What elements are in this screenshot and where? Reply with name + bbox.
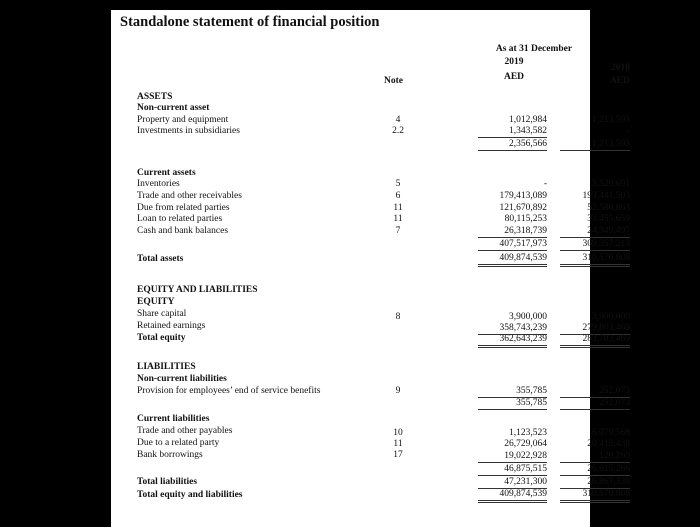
unit-2019-header: AED xyxy=(503,72,525,82)
total-2019: 362,643,239 xyxy=(478,334,547,348)
value-2018: - xyxy=(626,126,630,136)
as-at-header: As at 31 December xyxy=(495,44,573,54)
row-label: Loan to related parties xyxy=(137,214,223,224)
value-2019: - xyxy=(543,179,547,189)
value-2019: 358,743,239 xyxy=(478,323,547,335)
total-2019: 47,231,300 xyxy=(478,477,547,489)
equity-heading: EQUITY xyxy=(137,297,175,307)
subtotal-2019: 355,785 xyxy=(478,398,547,410)
liabilities-heading: LIABILITIES xyxy=(137,362,196,372)
total-equity-label: Total equity xyxy=(137,333,186,343)
subtotal-2019: 407,517,973 xyxy=(478,239,547,251)
subtotal-2019: 2,356,566 xyxy=(478,139,547,151)
row-note: 11 xyxy=(393,439,403,449)
value-2019: 1,012,984 xyxy=(509,115,547,125)
row-label: Inventories xyxy=(137,179,180,189)
row-note: 8 xyxy=(395,312,401,322)
row-label: Retained earnings xyxy=(137,321,206,331)
row-label: Share capital xyxy=(137,309,187,319)
value-2019: 179,413,089 xyxy=(499,191,547,201)
value-2018: 52,580,863 xyxy=(587,203,630,213)
row-label: Trade and other receivables xyxy=(137,191,242,201)
value-2019: 355,785 xyxy=(478,386,547,398)
row-note: 7 xyxy=(395,226,401,236)
value-2018: 120,260 xyxy=(560,451,630,463)
assets-heading: ASSETS xyxy=(137,92,173,102)
current-assets-heading: Current assets xyxy=(137,168,196,178)
row-label: Due to a related party xyxy=(137,438,220,448)
value-2018: 24,349,497 xyxy=(560,226,630,238)
subtotal-2018: 252,073 xyxy=(560,398,630,410)
current-liabilities-heading: Current liabilities xyxy=(137,414,210,424)
value-2018: 279,803,469 xyxy=(560,323,630,335)
value-2018: 33,455,659 xyxy=(587,214,630,224)
page-title: Standalone statement of financial position xyxy=(120,14,380,30)
value-2019: 3,900,000 xyxy=(509,312,547,322)
value-2018: 193,441,503 xyxy=(582,191,630,201)
row-note: 5 xyxy=(395,179,401,189)
value-2019: 1,343,582 xyxy=(478,126,547,138)
value-2018: 5,529,691 xyxy=(592,179,630,189)
row-label: Trade and other payables xyxy=(137,426,233,436)
value-2019: 121,670,892 xyxy=(499,203,547,213)
value-2019: 19,022,928 xyxy=(478,451,547,463)
row-note: 10 xyxy=(393,428,403,438)
total-2019: 409,874,539 xyxy=(478,253,547,267)
value-2019: 80,115,253 xyxy=(504,214,547,224)
total-equity-liabilities-label: Total equity and liabilities xyxy=(137,490,243,500)
subtotal-2018: 1,213,595 xyxy=(560,139,630,151)
year-2019-header: 2019 xyxy=(504,57,524,67)
value-2019: 26,729,064 xyxy=(504,439,547,449)
row-note: 9 xyxy=(395,386,401,396)
value-2018: 6,079,568 xyxy=(592,428,630,438)
total-2018: 26,867,339 xyxy=(560,477,630,489)
row-note: 2.2 xyxy=(392,126,404,136)
total-2018: 283,703,469 xyxy=(560,334,630,348)
row-note: 11 xyxy=(393,203,403,213)
value-2019: 26,318,739 xyxy=(478,226,547,238)
row-label: Investments in subsidiaries xyxy=(137,126,240,136)
noncurrent-liabilities-heading: Non-current liabilities xyxy=(137,374,227,384)
row-label: Bank borrowings xyxy=(137,450,203,460)
total-2019: 409,874,539 xyxy=(478,489,547,503)
equity-liabilities-heading: EQUITY AND LIABILITIES xyxy=(137,285,258,295)
total-2018: 310,570,808 xyxy=(560,253,630,267)
subtotal-2019: 46,875,515 xyxy=(478,464,547,476)
value-2018: 252,073 xyxy=(560,386,630,398)
total-assets-label: Total assets xyxy=(137,254,184,264)
subtotal-2018: 309,357,213 xyxy=(560,239,630,251)
total-2018: 310,570,808 xyxy=(560,489,630,503)
row-label: Property and equipment xyxy=(137,115,229,125)
note-header: Note xyxy=(384,76,403,86)
row-note: 17 xyxy=(393,450,403,460)
row-label: Provision for employees’ end of service benefits xyxy=(137,386,321,396)
row-note: 4 xyxy=(395,115,401,125)
row-label: Cash and bank balances xyxy=(137,226,229,236)
row-note: 11 xyxy=(393,214,403,224)
total-liabilities-label: Total liabilities xyxy=(137,477,198,487)
year-2018-header: 2018 xyxy=(611,63,630,73)
value-2018: 3,900,000 xyxy=(592,312,630,322)
financial-statement-page xyxy=(111,10,630,527)
value-2018: 20,415,438 xyxy=(587,439,630,449)
unit-2018-header: AED xyxy=(609,76,630,86)
value-2019: 1,123,523 xyxy=(509,428,547,438)
value-2018: 1,213,595 xyxy=(592,115,630,125)
row-note: 6 xyxy=(395,191,401,201)
row-label: Due from related parties xyxy=(137,203,230,213)
subtotal-2018: 26,615,266 xyxy=(560,464,630,476)
noncurrent-asset-heading: Non-current asset xyxy=(137,103,210,113)
